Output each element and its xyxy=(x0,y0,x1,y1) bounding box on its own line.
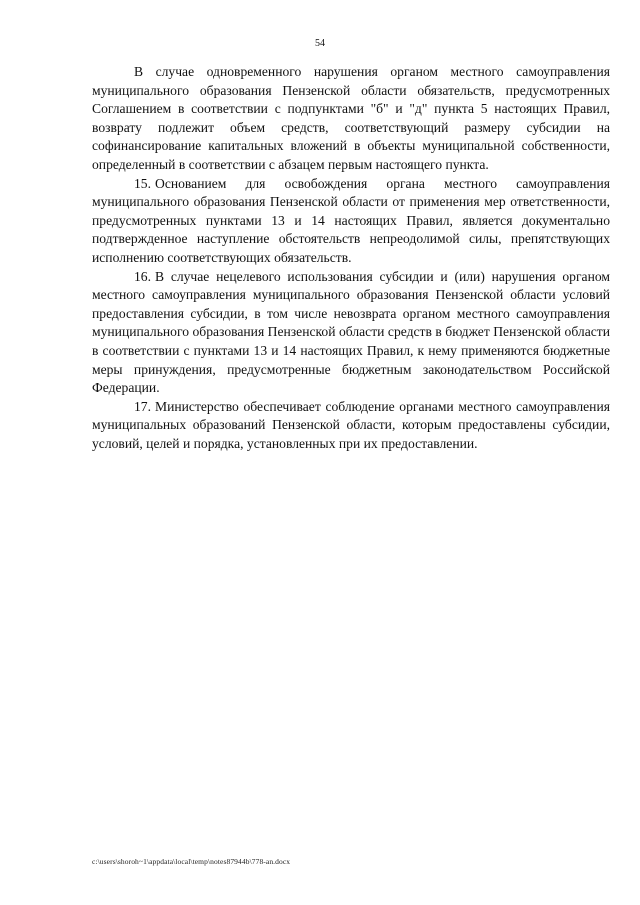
paragraph-text: В случае одновременного нарушения органом местного самоуправления муниципального образования Пензенской области обязательств, предусмотренных Соглашением в соответствии с подпунктами "б" и "д" пункта 5 настоящих Правил, возврату подлежит объем средств, соответствующий размеру субсидии на софинансирование капитальных вложений в объекты муниципальной собственности, определенный в соответствии с абзацем первым настоящего пункта. xyxy=(92,64,610,172)
footer-file-path: c:\users\shoroh~1\appdata\local\temp\notes87944b\778-an.docx xyxy=(92,857,291,866)
paragraph-15 xyxy=(92,175,610,268)
paragraph-text: В случае нецелевого использования субсидии и (или) нарушения органом местного самоуправления муниципального образования Пензенской области условий предоставления субсидии, в том числе невозврата органом местного самоуправления муниципального образования Пензенской области средств в бюджет Пензенской области в соответствии с пунктами 13 и 14 настоящих Правил, к нему применяются бюджетные меры принуждения, предусмотренные бюджетным законодательством Российской Федерации. xyxy=(92,268,610,396)
paragraph-text: Основанием для освобождения органа местного самоуправления муниципального образования Пензенской области от применения мер ответственности, предусмотренных пунктами 13 и 14 настоящих Правил, является документально подтвержденное наступление обстоятельств непреодолимой силы, препятствующих исполнению соответствующих обязательств. xyxy=(92,175,610,265)
paragraph-17 xyxy=(92,398,610,454)
paragraph-16 xyxy=(92,268,610,398)
paragraph-text: Министерство обеспечивает соблюдение органами местного самоуправления муниципальных образований Пензенской области, которым предоставлены субсидии, условий, целей и порядка, установленных при их предоставлении. xyxy=(92,398,610,451)
paragraph-number: 16. xyxy=(134,268,151,284)
document-body xyxy=(92,63,610,453)
paragraph-intro xyxy=(92,63,610,175)
paragraph-number: 15. xyxy=(134,175,151,191)
paragraph-number: 17. xyxy=(134,398,151,414)
page-number: 54 xyxy=(315,38,325,49)
